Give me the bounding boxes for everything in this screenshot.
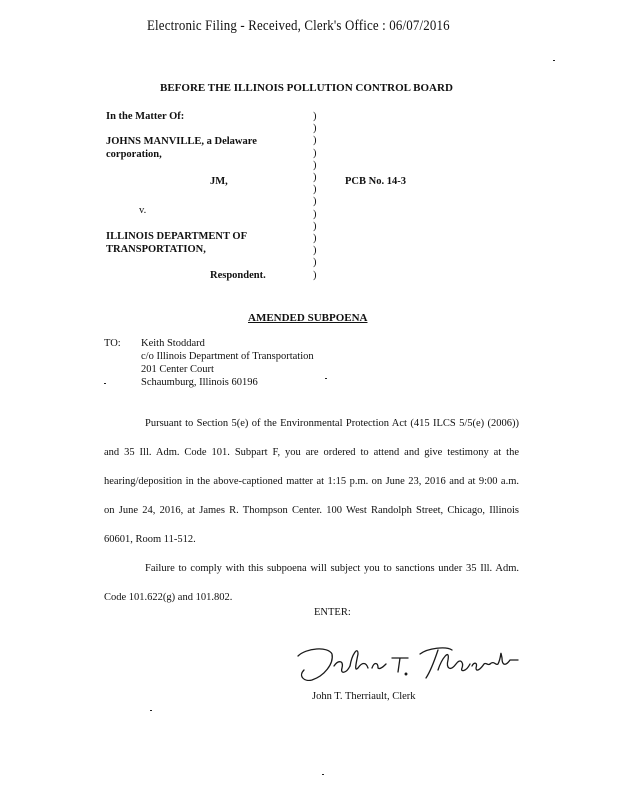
document-title: AMENDED SUBPOENA <box>248 312 368 324</box>
body-paragraph-2: Failure to comply with this subpoena will subject you to sanctions under 35 Ill. Adm. Code 101.622(g) and 101.802. <box>104 563 519 603</box>
respondent-role: Respondent. <box>210 270 266 281</box>
respondent-name-cont: TRANSPORTATION, <box>106 244 206 255</box>
scan-speck <box>322 774 324 775</box>
scan-speck <box>325 378 327 379</box>
in-matter-label: In the Matter Of: <box>106 111 185 122</box>
signer-name: John T. Therriault, Clerk <box>312 691 416 702</box>
body-text <box>104 409 519 612</box>
respondent-name: ILLINOIS DEPARTMENT OF <box>106 231 248 242</box>
enter-label: ENTER: <box>314 607 351 618</box>
addressee-line2: c/o Illinois Department of Transportation <box>141 351 314 362</box>
addressee-line4: Schaumburg, Illinois 60196 <box>141 377 258 388</box>
addressee-name: Keith Stoddard <box>141 338 205 349</box>
efiling-stamp: Electronic Filing - Received, Clerk's Office : 06/07/2016 <box>147 18 450 34</box>
case-number: PCB No. 14-3 <box>345 176 406 187</box>
scan-speck <box>553 60 555 61</box>
body-paragraph-1: Pursuant to Section 5(e) of the Environmental Protection Act (415 ILCS 5/5(e) (2006)) and 35 Ill. Adm. Code 101. Subpart F, you are ordered to attend and give testimony at the hearing/deposition in the above-captioned matter at 1:15 p.m. on June 23, 2016 and at 9:00 a.m. on June 24, 2016, at James R. Thompson Center. 100 West Randolph Street, Chicago, Illinois 60601, Room 11-512. <box>104 418 519 545</box>
board-heading: BEFORE THE ILLINOIS POLLUTION CONTROL BOARD <box>160 82 453 94</box>
complainant-name-cont: corporation, <box>106 149 162 160</box>
complainant-role: JM, <box>210 176 228 187</box>
addressee-line3: 201 Center Court <box>141 364 214 375</box>
versus-label: v. <box>139 205 147 216</box>
complainant-name: JOHNS MANVILLE, a Delaware <box>106 136 257 147</box>
caption-parens: ) ) ) ) ) ) ) ) ) ) ) ) ) ) <box>313 111 317 281</box>
to-label: TO: <box>104 338 121 349</box>
clerk-signature-image <box>288 636 522 690</box>
scan-speck <box>104 383 106 384</box>
scan-speck <box>150 710 152 711</box>
